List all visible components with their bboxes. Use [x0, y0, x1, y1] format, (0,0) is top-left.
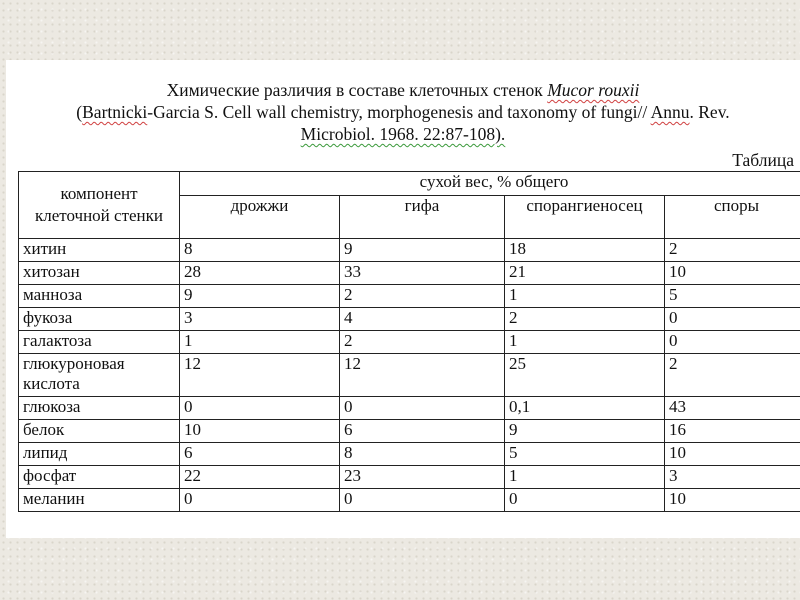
- cell-value: 6: [180, 443, 340, 466]
- cell-value: 8: [180, 239, 340, 262]
- caption-paren-open: (: [76, 102, 83, 122]
- cell-value: 25: [505, 354, 665, 397]
- cell-value: 10: [665, 443, 800, 466]
- table-row: [19, 354, 800, 397]
- cell-value: 23: [340, 466, 505, 489]
- row-name: липид: [19, 443, 180, 466]
- cell-value: 21: [505, 262, 665, 285]
- header-yeast: дрожжи: [180, 196, 340, 239]
- cell-value: 0: [665, 331, 800, 354]
- caption-species: Mucor rouxii: [547, 80, 640, 100]
- table-row: [19, 489, 800, 512]
- row-name: хитозан: [19, 262, 180, 285]
- cell-value: 18: [505, 239, 665, 262]
- row-name: белок: [19, 420, 180, 443]
- document-page: [6, 60, 800, 538]
- cell-value: 0: [340, 397, 505, 420]
- cell-value: 28: [180, 262, 340, 285]
- table-row: [19, 443, 800, 466]
- cell-value: 2: [665, 354, 800, 397]
- row-name: глюкуроновая кислота: [19, 354, 180, 397]
- table-row: [19, 420, 800, 443]
- cell-value: 1: [180, 331, 340, 354]
- row-name: фосфат: [19, 466, 180, 489]
- table-row: [19, 466, 800, 489]
- table-row: [19, 397, 800, 420]
- cell-value: 3: [665, 466, 800, 489]
- cell-value: 22: [180, 466, 340, 489]
- caption-author-first: Bartnicki: [82, 102, 148, 122]
- caption-reference-text: -Garcia S. Cell wall chemistry, morphogenesis and taxonomy of fungi//: [147, 102, 651, 122]
- cell-value: 5: [505, 443, 665, 466]
- caption-title-text: Химические различия в составе клеточных стенок: [166, 80, 548, 100]
- cell-value: 1: [505, 285, 665, 308]
- table-row: [19, 308, 800, 331]
- cell-value: 12: [180, 354, 340, 397]
- row-name: манноза: [19, 285, 180, 308]
- caption-line-2: [6, 101, 800, 123]
- cell-value: 0: [180, 397, 340, 420]
- cell-value: 9: [340, 239, 505, 262]
- table-row: [19, 262, 800, 285]
- cell-value: 0,1: [505, 397, 665, 420]
- cell-value: 33: [340, 262, 505, 285]
- cell-value: 12: [340, 354, 505, 397]
- cell-value: 6: [340, 420, 505, 443]
- header-hypha: гифа: [340, 196, 505, 239]
- cell-value: 0: [505, 489, 665, 512]
- cell-value: 9: [505, 420, 665, 443]
- cell-value: 2: [340, 285, 505, 308]
- table-label: Таблица: [732, 150, 794, 170]
- cell-value: 5: [665, 285, 800, 308]
- cell-value: 2: [340, 331, 505, 354]
- cell-value: 2: [665, 239, 800, 262]
- cell-value: 8: [340, 443, 505, 466]
- caption-journal-abbrev: Annu: [650, 102, 690, 122]
- header-dry-weight: сухой вес, % общего: [180, 172, 800, 196]
- cell-value: 0: [665, 308, 800, 331]
- cell-value: 1: [505, 466, 665, 489]
- row-name: глюкоза: [19, 397, 180, 420]
- cell-wall-composition-table: [18, 171, 800, 512]
- cell-value: 43: [665, 397, 800, 420]
- cell-value: 10: [180, 420, 340, 443]
- cell-value: 10: [665, 489, 800, 512]
- caption-line-3: Microbiol. 1968. 22:87-108).: [300, 124, 506, 144]
- row-name: меланин: [19, 489, 180, 512]
- cell-value: 4: [340, 308, 505, 331]
- cell-value: 1: [505, 331, 665, 354]
- header-sporangiophore: спорангиеносец: [505, 196, 665, 239]
- cell-value: 2: [505, 308, 665, 331]
- table-caption: [6, 79, 800, 145]
- caption-line-1: [6, 79, 800, 101]
- row-name: хитин: [19, 239, 180, 262]
- cell-value: 0: [340, 489, 505, 512]
- caption-reference-tail: . Rev.: [689, 102, 730, 122]
- table-row: [19, 331, 800, 354]
- row-name: фукоза: [19, 308, 180, 331]
- table-row: [19, 285, 800, 308]
- cell-value: 16: [665, 420, 800, 443]
- header-component: компонент клеточной стенки: [19, 172, 180, 239]
- cell-value: 9: [180, 285, 340, 308]
- row-name: галактоза: [19, 331, 180, 354]
- header-spores: споры: [665, 196, 800, 239]
- cell-value: 0: [180, 489, 340, 512]
- cell-value: 3: [180, 308, 340, 331]
- table-row: [19, 239, 800, 262]
- cell-value: 10: [665, 262, 800, 285]
